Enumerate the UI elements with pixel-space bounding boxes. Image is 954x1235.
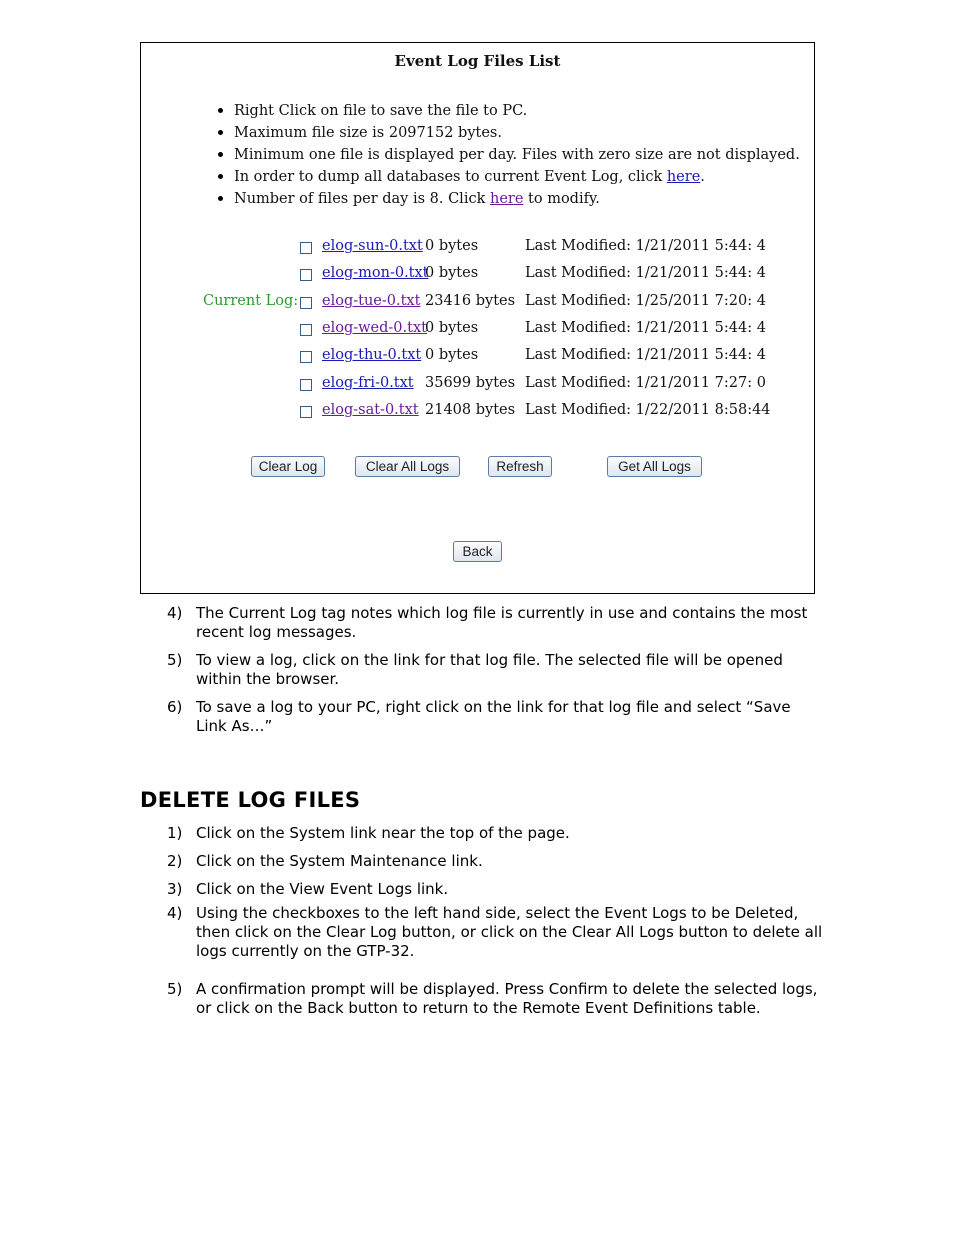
modify-here-link[interactable]: here [489,191,524,207]
bullet-dump-databases: In order to dump all databases to current Event Log, click here. [217,166,800,188]
file-checkbox[interactable] [300,269,312,281]
file-size: 35699 bytes [425,375,516,391]
file-link[interactable]: elog-mon-0.txt [322,265,429,281]
file-modified: Last Modified: 1/25/2011 7:20: 4 [525,293,766,309]
file-size: 21408 bytes [425,402,516,418]
file-size: 23416 bytes [425,293,516,309]
file-checkbox[interactable] [300,379,312,391]
current-log-label: Current Log: [203,293,299,309]
file-modified: Last Modified: 1/21/2011 5:44: 4 [525,265,766,281]
refresh-button[interactable]: Refresh [488,456,552,477]
file-modified: Last Modified: 1/22/2011 8:58:44 [525,402,771,418]
file-modified: Last Modified: 1/21/2011 5:44: 4 [525,320,766,336]
bullet-max-size: Maximum file size is 2097152 bytes. [217,122,800,144]
file-modified: Last Modified: 1/21/2011 5:44: 4 [525,238,766,254]
file-checkbox[interactable] [300,406,312,418]
clear-all-logs-button[interactable]: Clear All Logs [355,456,460,477]
bullet-min-files: Minimum one file is displayed per day. Files with zero size are not displayed. [217,144,800,166]
file-size: 0 bytes [425,238,479,254]
file-size: 0 bytes [425,265,479,281]
event-log-screenshot [140,42,815,594]
file-link[interactable]: elog-fri-0.txt [322,375,414,391]
back-button[interactable]: Back [453,541,502,562]
file-checkbox[interactable] [300,324,312,336]
bullet-files-per-day: Number of files per day is 8. Click here to modify. [217,188,800,210]
dump-here-link[interactable]: here [666,169,701,185]
get-all-logs-button[interactable]: Get All Logs [607,456,702,477]
file-checkbox[interactable] [300,242,312,254]
file-size: 0 bytes [425,347,479,363]
file-modified: Last Modified: 1/21/2011 5:44: 4 [525,347,766,363]
page-title: Event Log Files List [394,52,561,70]
file-link[interactable]: elog-sun-0.txt [322,238,423,254]
file-link[interactable]: elog-sat-0.txt [322,402,419,418]
clear-log-button[interactable]: Clear Log [251,456,325,477]
file-checkbox[interactable] [300,297,312,309]
file-link[interactable]: elog-tue-0.txt [322,293,421,309]
section-heading: DELETE LOG FILES [140,788,361,812]
file-link[interactable]: elog-thu-0.txt [322,347,422,363]
file-checkbox[interactable] [300,351,312,363]
bullet-right-click: Right Click on file to save the file to PC. [217,100,800,122]
file-size: 0 bytes [425,320,479,336]
file-modified: Last Modified: 1/21/2011 7:27: 0 [525,375,766,391]
file-link[interactable]: elog-wed-0.txt [322,320,427,336]
info-bullets [217,100,800,210]
